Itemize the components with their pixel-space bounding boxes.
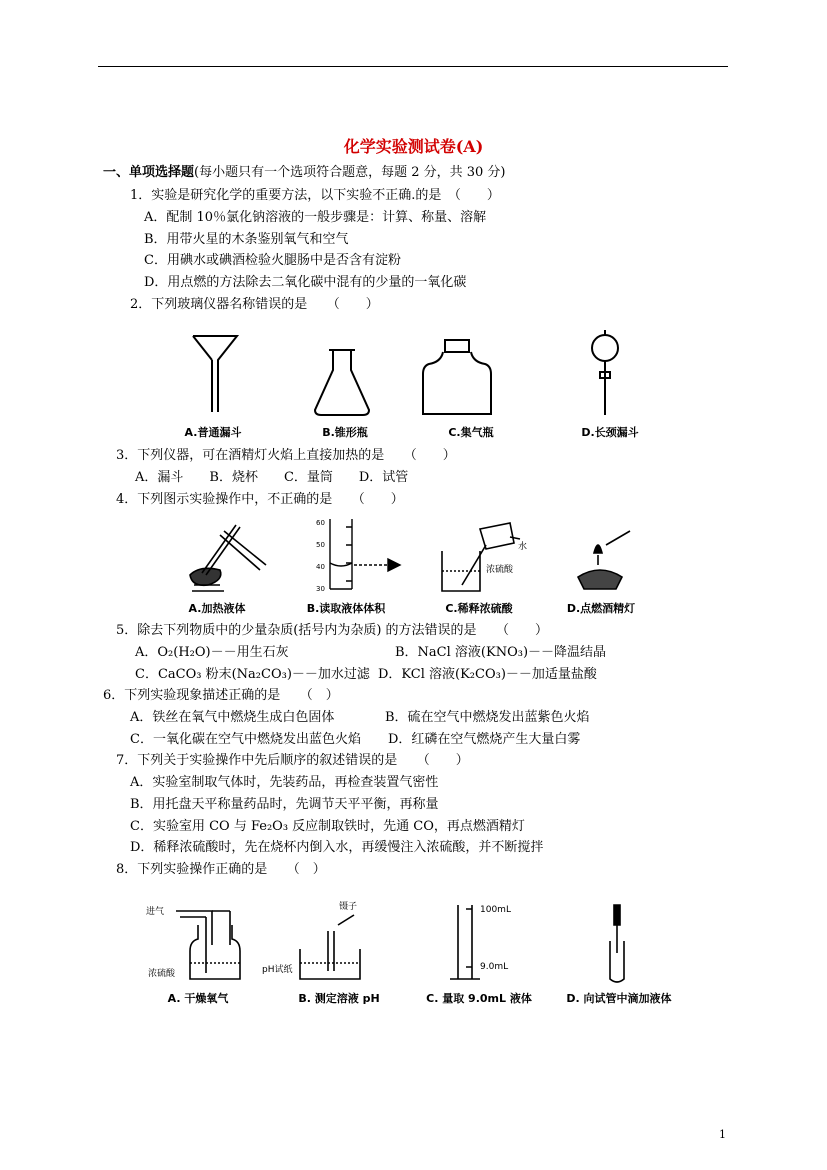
scale-60: 60 [316, 519, 325, 527]
q2-caption-d: D.长颈漏斗 [581, 426, 639, 439]
q1-option-d: D．用点燃的方法除去二氧化碳中混有的少量的一氧化碳 [144, 275, 467, 290]
q3-stem: 3．下列仪器，可在酒精灯火焰上直接加热的是 （ ） [116, 448, 456, 463]
q4-stem: 4．下列图示实验操作中，不正确的是 （ ） [116, 492, 404, 507]
q6-stem: 6．下列实验现象描述正确的是 （ ） [103, 688, 339, 703]
q4-caption-a: A.加热液体 [188, 602, 246, 615]
section-note: (每小题只有一个选项符合题意，每题 2 分，共 30 分) [194, 165, 506, 180]
q2-caption-b: B.锥形瓶 [322, 426, 368, 439]
operations-figure [180, 515, 640, 595]
graduated-cylinder-drawing [450, 905, 480, 979]
drying-bottle-drawing [176, 911, 240, 979]
q8-figure [140, 895, 640, 985]
label-ph-paper: pH试纸 [262, 965, 293, 975]
glassware-figure [185, 330, 655, 420]
q8-caption-a: A. 干燥氧气 [167, 992, 229, 1005]
q5-option-b: B．NaCl 溶液(KNO₃)－－降温结晶 [395, 645, 607, 660]
q5-option-a: A．O₂(H₂O)－－用生石灰 [135, 645, 289, 660]
label-water: 水 [518, 542, 528, 552]
diluting-acid-drawing [442, 523, 520, 591]
header-rule [98, 66, 728, 67]
q1-option-b: B．用带火星的木条鉴别氧气和空气 [144, 232, 349, 247]
thistle-funnel-drawing [592, 330, 618, 415]
q3-options: A．漏斗 B．烧杯 C．量筒 D．试管 [135, 470, 409, 485]
q4-caption-c: C.稀释浓硫酸 [445, 602, 513, 615]
q7-stem: 7．下列关于实验操作中先后顺序的叙述错误的是 （ ） [116, 753, 469, 768]
q5-stem: 5．除去下列物质中的少量杂质(括号内为杂质) 的方法错误的是 （ ） [116, 623, 549, 638]
q1-option-c: C．用碘水或碘酒检验火腿肠中是否含有淀粉 [144, 253, 401, 268]
q6-option-b: B．硫在空气中燃烧发出蓝紫色火焰 [385, 710, 590, 725]
q2-caption-c: C.集气瓶 [448, 426, 494, 439]
section-heading-label: 一、单项选择题 [103, 165, 195, 180]
q4-caption-b: B.读取液体体积 [306, 602, 386, 615]
section-heading [103, 164, 506, 182]
gas-bottle-drawing [423, 340, 491, 414]
label-100ml: 100mL [480, 905, 511, 915]
page-title: 化学实验测试卷(A) [343, 137, 484, 156]
scale-30: 30 [316, 585, 325, 593]
page-number: 1 [719, 1128, 726, 1141]
label-conc-acid: 浓硫酸 [486, 565, 514, 575]
heating-liquid-drawing [190, 525, 266, 591]
q8-caption-d: D. 向试管中滴加液体 [566, 992, 672, 1005]
q4-caption-d: D.点燃酒精灯 [566, 602, 636, 615]
q6-option-c: C．一氧化碳在空气中燃烧发出蓝色火焰 [130, 732, 361, 747]
dropper-drawing [610, 905, 624, 982]
q7-option-d: D．稀释浓硫酸时，先在烧杯内倒入水，再缓慢注入浓硫酸，并不断搅拌 [130, 840, 544, 855]
reading-volume-drawing [330, 519, 400, 589]
label-tweezers: 镊子 [339, 902, 358, 912]
scale-50: 50 [316, 541, 325, 549]
q8-caption-c: C. 量取 9.0mL 液体 [426, 992, 532, 1005]
scale-40: 40 [316, 563, 325, 571]
q6-option-a: A．铁丝在氧气中燃烧生成白色固体 [130, 710, 335, 725]
label-conc-acid-2: 浓硫酸 [148, 969, 176, 979]
q7-option-a: A．实验室制取气体时，先装药品，再检查装置气密性 [130, 775, 439, 790]
q5-option-d: D．KCl 溶液(K₂CO₃)－－加适量盐酸 [378, 667, 597, 682]
ph-test-drawing [300, 915, 360, 979]
label-gas-in: 进气 [146, 907, 165, 917]
label-9ml: 9.0mL [480, 962, 509, 972]
q1-option-a: A．配制 10％氯化钠溶液的一般步骤是：计算、称量、溶解 [144, 210, 487, 225]
q7-option-c: C．实验室用 CO 与 Fe₂O₃ 反应制取铁时，先通 CO，再点燃酒精灯 [130, 819, 525, 834]
q1-stem: 1．实验是研究化学的重要方法，以下实验不正确.的是 （ ） [130, 188, 500, 203]
q8-stem: 8．下列实验操作正确的是 （ ） [116, 862, 326, 877]
q2-caption-a: A.普通漏斗 [184, 426, 242, 439]
q5-option-c: C．CaCO₃ 粉末(Na₂CO₃)－－加水过滤 [135, 667, 370, 682]
q7-option-b: B．用托盘天平称量药品时，先调节天平平衡，再称量 [130, 797, 439, 812]
q8-caption-b: B. 测定溶液 pH [298, 992, 380, 1005]
q2-stem: 2．下列玻璃仪器名称错误的是 （ ） [130, 297, 379, 312]
funnel-drawing [193, 336, 237, 412]
lighting-lamp-drawing [578, 531, 630, 589]
conical-flask-drawing [315, 350, 369, 415]
q6-option-d: D．红磷在空气燃烧产生大量白雾 [388, 732, 581, 747]
